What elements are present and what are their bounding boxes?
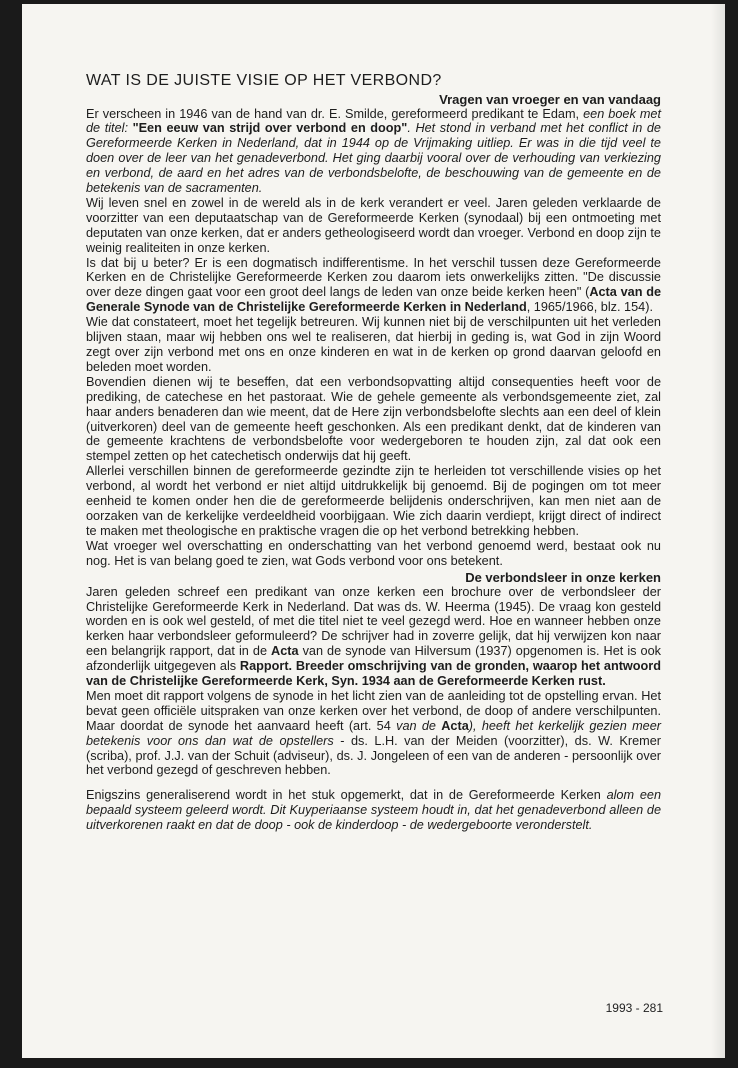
text-run-bold: Acta [441,718,469,733]
paragraph [86,585,661,689]
article-title: WAT IS DE JUISTE VISIE OP HET VERBOND? [86,72,442,89]
text-run-italic: Dit Kuyperiaanse systeem houdt in, dat het genadeverbond alleen de uitverkorenen raakt en dat de doop - ook de kinderdoop - de wedergeboorte veronderstelt. [86,803,662,833]
text-run-italic: ), heeft het kerkelijk gezien meer betekenis voor ons dan wat de opstellers [86,718,661,748]
page-number: 1993 - 281 [605,1001,663,1015]
paragraph: Wie dat constateert, moet het tegelijk betreuren. Wij kunnen niet bij de verschilpunten uit het verleden blijven staan, maar wij hebben ons wel te realiseren, dat hierbij in geding is, wat God in zijn Woord zegt over zijn verbond met ons en onze kinderen en wat in de kerken op grond daarvan geloofd en beleden moet worden. [86,315,661,374]
paragraph [86,689,661,778]
paragraph: Allerlei verschillen binnen de gereformeerde gezindte zijn te herleiden tot verschillende visies op het verbond, al wordt het verbond er niet altijd uitdrukkelijk bij genoemd. Bij de pogingen om tot meer eenheid te komen onder hen die de gereformeerde belijdenis onderschrijven, kan men niet aan de oorzaken van de kerkelijke verdeeldheid voorbijgaan. Wie zich daarin verdiept, krijgt direct of indirect te maken met theologische en praktische vragen die op het verbond betrekking hebben. [86,464,661,538]
text-run: - ds. L.H. van der Meiden (voorzitter), ds. W. Kremer (scriba), prof. J.J. van der Schuit (adviseur), ds. J. Jongeleen of een van de anderen - persoonlijk over het verbond gezegd of geschreven hebben. [86,733,661,778]
text-run-italic: alom een bepaald systeem geleerd wordt. [86,788,661,818]
paragraph: Bovendien dienen wij te beseffen, dat een verbondsopvatting altijd consequenties heeft voor de prediking, de catechese en het pastoraat. Wie de gehele gemeente als verbondsgemeente ziet, zal haar anders benaderen dan wie meent, dat de Here zijn verbondsbelofte slechts aan een deel of klein (uitverkoren) deel van de gemeente heeft geschonken. Als een predikant denkt, dat de kinderen van de gemeente krachtens de verbondsbelofte voor wedergeboren te houden zijn, zal dat ook een stempel zetten op het catechetisch onderwijs dat hij geeft. [86,374,661,464]
paragraph [86,256,661,316]
text-run: Er verscheen in 1946 van de hand van dr. E. Smilde, gereformeerd predikant te Edam, [86,106,584,121]
text-run: Is dat bij u beter? Er is een dogmatisch indifferentisme. In het verschil tussen deze Gereformeerde Kerken en de Christelijke Gereformeerde Kerken zou daarom iets onwerkelijks zitten. "De discussie over deze dingen gaat voor een groot deel langs de leden van onze beide kerken heen" ( [86,255,661,300]
text-run: Enigszins generaliserend wordt in het stuk opgemerkt, dat in de Gereformeerde Kerken [86,788,607,803]
text-run-bold: Acta van de Generale Synode van de Christelijke Gereformeerde Kerken in Nederland [86,285,662,315]
text-run-italic: . Het stond in verband met het conflict in de Gereformeerde Kerken in Nederland, dat in 1944 op de Vrijmaking uitliep. Er was in die tijd veel te doen over de leer van het genadeverbond. Het ging daarbij vooral over de verhouding van verkiezing en verbond, de aard en het adres van de verbondsbelofte, de beschouwing van de gemeente en de betekenis van de sacramenten. [86,121,661,196]
text-run-bold: "Een eeuw van strijd over verbond en doop" [132,121,408,136]
text-run-italic: een boek met de titel: [86,106,661,136]
section-heading-2: De verbondsleer in onze kerken [465,569,661,585]
article-body [86,72,661,833]
section-heading-1: Vragen van vroeger en van vandaag [439,91,661,107]
text-run-italic: van de [396,718,442,733]
paragraph: Wij leven snel en zowel in de wereld als in de kerk verandert er veel. Jaren geleden verklaarde de voorzitter van een deputaatschap van de Gereformeerde Kerken (synodaal) bij een ontmoeting met deputaten van onze kerken, dat er anders getheologiseerd wordt dan vroeger. Verbond en doop zijn te weinig realiteiten in onze kerken. [86,195,661,255]
text-run: van de synode van Hilversum (1937) opgenomen is. Het is ook afzonderlijk uitgegeven als [86,644,661,674]
text-run-bold: Acta [271,644,299,659]
document-page [22,4,725,1058]
text-run: Men moet dit rapport volgens de synode in het licht zien van de aanleiding tot de opstelling ervan. Het bevat geen officiële uitspraken van onze kerken over het verbond, de doop of andere verschilpunten. Maar doordat de synode het aanvaard heeft (art. 54 [86,688,661,733]
text-run: , 1965/1966, blz. 154). [526,300,653,315]
paragraph [86,107,661,196]
text-run: Jaren geleden schreef een predikant van onze kerken een brochure over de verbondsleer der Christelijke Gereformeerde Kerk in Nederland. Dat was ds. W. Heerma (1945). De vraag kon gesteld worden en is ook wel gesteld, of met die titel niet te veel gezegd werd. Hoe en wanneer hebben onze kerken haar verbondsleer geformuleerd? De schrijver had in zoverre gelijk, dat hij verwijzen kon naar een belangrijk rapport, dat in de [86,584,661,659]
paragraph: Wat vroeger wel overschatting en onderschatting van het verbond genoemd werd, bestaat ook nu nog. Het is van belang goed te zien, wat Gods verbond voor ons betekent. [86,538,661,568]
paragraph [86,788,661,833]
text-run-bold: Rapport. Breeder omschrijving van de gronden, waarop het antwoord van de Christelijke Gereformeerde Kerk, Syn. 1934 aan de Gereformeerde Kerken rust. [86,659,661,689]
